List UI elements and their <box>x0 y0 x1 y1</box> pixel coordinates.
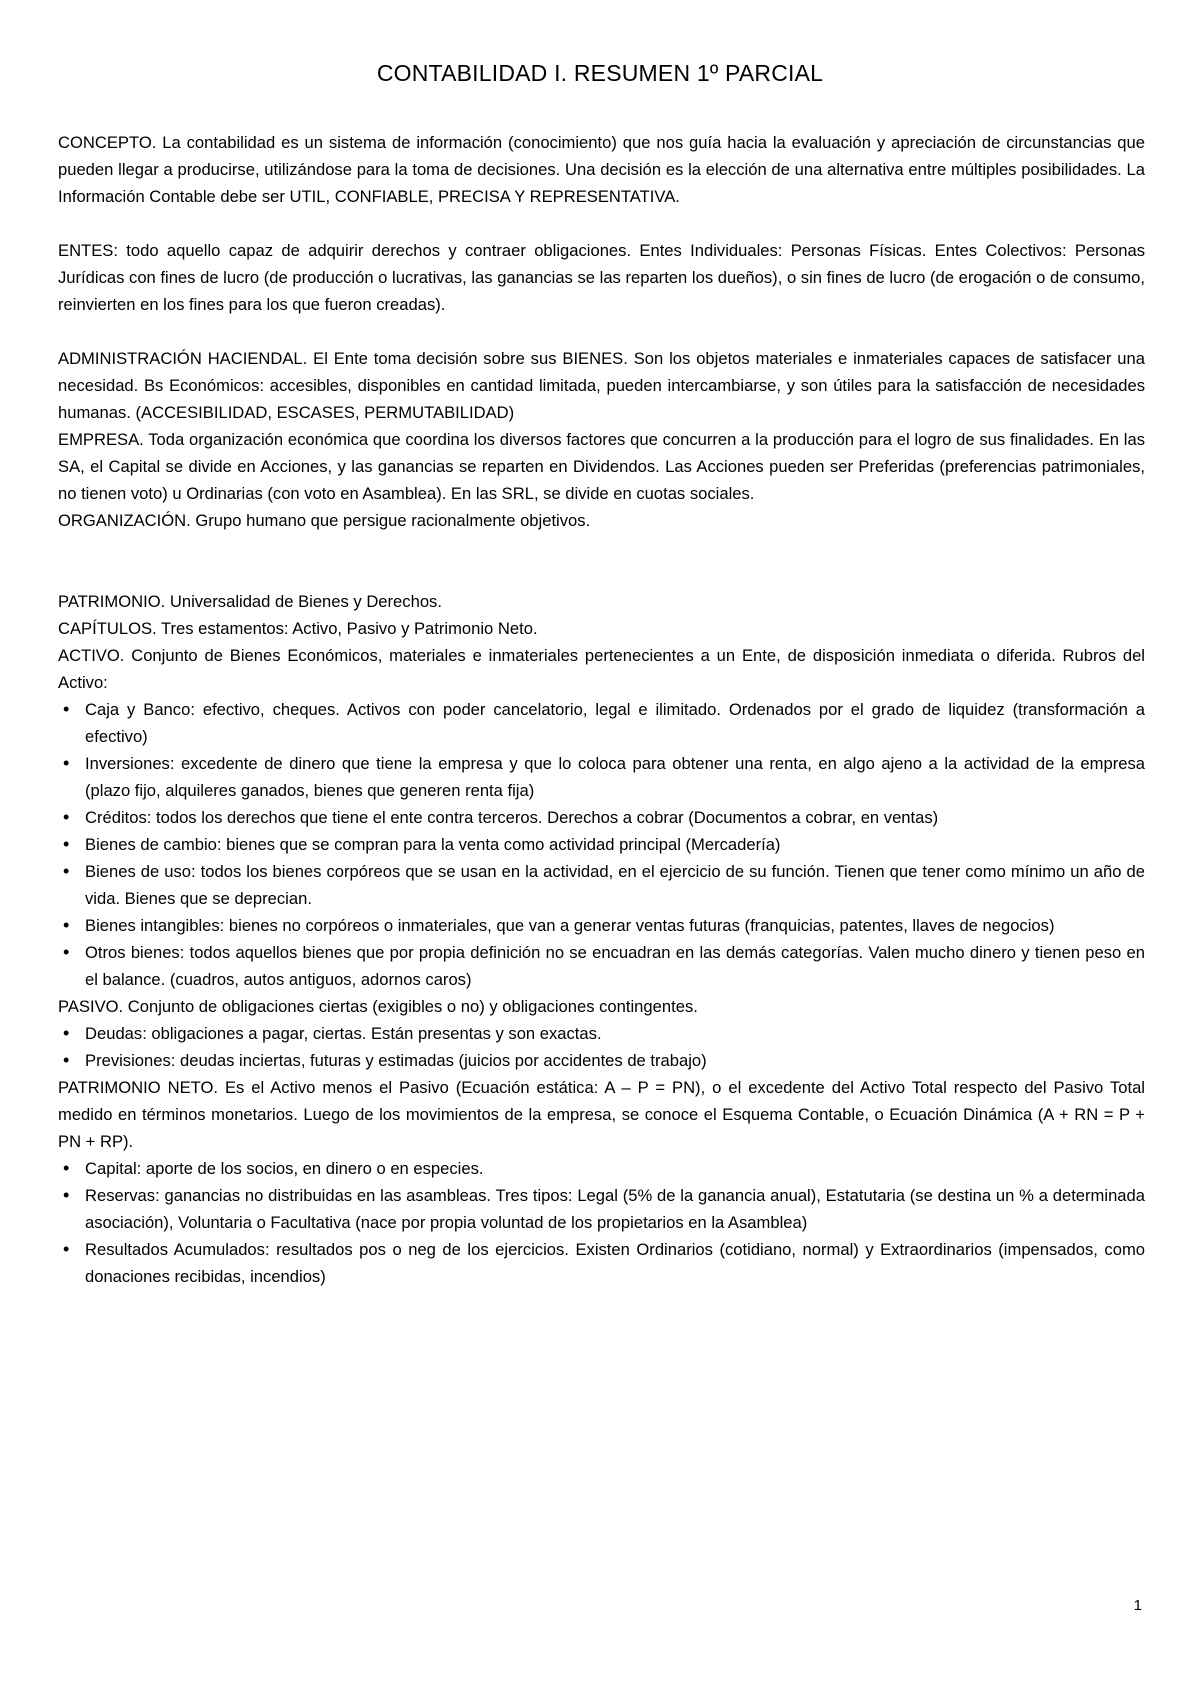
spacer <box>58 534 1145 588</box>
paragraph-entes: ENTES: todo aquello capaz de adquirir derechos y contraer obligaciones. Entes Individuales: Personas Físicas. Entes Colectivos: Personas Jurídicas con fines de lucro (de producción o lucrativas, las ganancias se las reparten los dueños), o sin fines de lucro (de erogación o de consumo, reinvierten en los fines para los que fueron creadas). <box>58 241 1145 314</box>
list-item: • Bienes intangibles: bienes no corpóreos o inmateriales, que van a generar ventas futuras (franquicias, patentes, llaves de negocios) <box>85 912 1145 939</box>
list-item: • Caja y Banco: efectivo, cheques. Activos con poder cancelatorio, legal e ilimitado. Ordenados por el grado de liquidez (transformación a efectivo) <box>85 696 1145 750</box>
paragraph-patrimonio: PATRIMONIO. Universalidad de Bienes y Derechos. <box>58 592 442 611</box>
spacer <box>58 210 1145 237</box>
list-item: • Deudas: obligaciones a pagar, ciertas. Están presentas y son exactas. <box>85 1020 1145 1047</box>
paragraph-activo: ACTIVO. Conjunto de Bienes Económicos, materiales e inmateriales pertenecientes a un Ente, de disposición inmediata o diferida. Rubros del Activo: <box>58 646 1145 692</box>
pasivo-list <box>58 1020 1145 1074</box>
paragraph-administracion: ADMINISTRACIÓN HACIENDAL. El Ente toma decisión sobre sus BIENES. Son los objetos materiales e inmateriales capaces de satisfacer una necesidad. Bs Económicos: accesibles, disponibles en cantidad limitada, pueden intercambiarse, y son útiles para la satisfacción de necesidades humanas. (ACCESIBILIDAD, ESCASES, PERMUTABILIDAD) <box>58 349 1145 422</box>
page-number: 1 <box>1133 1597 1142 1614</box>
paragraph-concepto: CONCEPTO. La contabilidad es un sistema de información (conocimiento) que nos guía hacia la evaluación y apreciación de circunstancias que pueden llegar a producirse, utilizándose para la toma de decisiones. Una decisión es la elección de una alternativa entre múltiples posibilidades. La Información Contable debe ser UTIL, CONFIABLE, PRECISA Y REPRESENTATIVA. <box>58 133 1145 206</box>
page-title: CONTABILIDAD I. RESUMEN 1º PARCIAL <box>376 60 824 86</box>
spacer <box>58 318 1145 345</box>
paragraph-capitulos: CAPÍTULOS. Tres estamentos: Activo, Pasivo y Patrimonio Neto. <box>58 619 538 638</box>
paragraph-organizacion: ORGANIZACIÓN. Grupo humano que persigue racionalmente objetivos. <box>58 511 591 530</box>
activo-list <box>58 696 1145 993</box>
paragraph-pasivo: PASIVO. Conjunto de obligaciones ciertas (exigibles o no) y obligaciones contingentes. <box>58 997 698 1016</box>
list-item: • Bienes de cambio: bienes que se compran para la venta como actividad principal (Mercadería) <box>85 831 1145 858</box>
paragraph-patrimonio-neto: PATRIMONIO NETO. Es el Activo menos el Pasivo (Ecuación estática: A – P = PN), o el excedente del Activo Total respecto del Pasivo Total medido en términos monetarios. Luego de los movimientos de la empresa, se conoce el Esquema Contable, o Ecuación Dinámica (A + RN = P + PN + RP). <box>58 1078 1145 1151</box>
list-item: • Reservas: ganancias no distribuidas en las asambleas. Tres tipos: Legal (5% de la ganancia anual), Estatutaria (se destina un % a determinada asociación), Voluntaria o Facultativa (nace por propia voluntad de los propietarios en la Asamblea) <box>85 1182 1145 1236</box>
list-item: • Previsiones: deudas inciertas, futuras y estimadas (juicios por accidentes de trabajo) <box>85 1047 1145 1074</box>
list-item: • Resultados Acumulados: resultados pos o neg de los ejercicios. Existen Ordinarios (cotidiano, normal) y Extraordinarios (impensados, como donaciones recibidas, incendios) <box>85 1236 1145 1290</box>
list-item: • Otros bienes: todos aquellos bienes que por propia definición no se encuadran en las demás categorías. Valen mucho dinero y tienen peso en el balance. (cuadros, autos antiguos, adornos caros) <box>85 939 1145 993</box>
patrimonio-neto-list <box>58 1155 1145 1290</box>
paragraph-empresa: EMPRESA. Toda organización económica que coordina los diversos factores que concurren a la producción para el logro de sus finalidades. En las SA, el Capital se divide en Acciones, y las ganancias se reparten en Dividendos. Las Acciones pueden ser Preferidas (preferencias patrimoniales, no tienen voto) u Ordinarias (con voto en Asamblea). En las SRL, se divide en cuotas sociales. <box>58 430 1145 503</box>
list-item: • Capital: aporte de los socios, en dinero o en especies. <box>85 1155 1145 1182</box>
document-body <box>58 129 1145 1290</box>
list-item: • Bienes de uso: todos los bienes corpóreos que se usan en la actividad, en el ejercicio de su función. Tienen que tener como mínimo un año de vida. Bienes que se deprecian. <box>85 858 1145 912</box>
list-item: • Inversiones: excedente de dinero que tiene la empresa y que lo coloca para obtener una renta, en algo ajeno a la actividad de la empresa (plazo fijo, alquileres ganados, bienes que generen renta fija) <box>85 750 1145 804</box>
list-item: • Créditos: todos los derechos que tiene el ente contra terceros. Derechos a cobrar (Documentos a cobrar, en ventas) <box>85 804 1145 831</box>
